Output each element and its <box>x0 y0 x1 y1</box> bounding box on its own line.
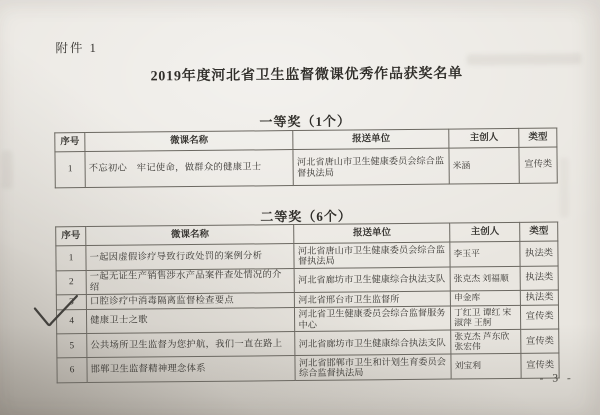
col-header-course-name: 微课名称 <box>86 225 295 246</box>
page-title: 2019年度河北省卫生监督微课优秀作品获奖名单 <box>150 66 464 85</box>
table-row <box>57 353 559 382</box>
unit-cell: 河北省唐山市卫生健康委员会综合监督执法局 <box>294 242 450 268</box>
row-number-cell: 3 <box>56 295 86 310</box>
creator-cell: 刘宝利 <box>451 353 521 378</box>
unit-cell: 河北省唐山市卫生健康委员会综合监督执法局 <box>293 148 449 185</box>
creator-cell: 丁红卫 谭红 宋淑萍 王舸 <box>451 305 521 330</box>
table-row <box>55 147 557 188</box>
type-cell: 宣传类 <box>521 305 559 330</box>
creator-cell: 李玉平 <box>450 241 520 266</box>
course-name-cell: 公共场所卫生监督为您护航，我们一直在路上 <box>87 332 296 358</box>
unit-cell: 河北省廊坊市卫生健康综合执法支队 <box>295 267 451 293</box>
col-header-course-name: 微课名称 <box>85 131 294 152</box>
col-header-unit: 报送单位 <box>294 223 450 243</box>
creator-cell: 申金库 <box>450 291 520 306</box>
col-header-type: 类型 <box>519 128 557 147</box>
type-cell: 执法类 <box>521 290 559 305</box>
type-cell: 宣传类 <box>519 147 557 183</box>
course-name-cell: 一起因虚假诊疗导致行政处罚的案例分析 <box>86 244 295 271</box>
second-prize-table <box>55 222 559 384</box>
type-cell: 宣传类 <box>521 329 559 353</box>
first-prize-table <box>54 128 558 189</box>
type-cell: 宣传类 <box>521 353 559 378</box>
row-number-cell: 6 <box>57 358 87 383</box>
course-name-cell: 不忘初心 牢记使命，做群众的健康卫士 <box>85 150 294 188</box>
creator-cell: 张克杰 芦东欣 张宏伟 <box>451 330 521 354</box>
col-header-type: 类型 <box>520 222 558 241</box>
col-header-index: 序号 <box>55 133 85 152</box>
creator-cell: 米涵 <box>449 147 520 184</box>
first-prize-heading: 一等奖（1个） <box>259 113 351 130</box>
type-cell: 执法类 <box>520 241 558 266</box>
handwritten-checkmark <box>32 293 82 333</box>
second-prize-heading: 二等奖（6个） <box>260 208 352 225</box>
bleedthrough-smudge <box>1 151 12 189</box>
unit-cell: 河北省卫生健康委员会综合监督服务中心 <box>295 306 451 332</box>
attachment-label: 附件 1 <box>55 40 98 56</box>
col-header-creator: 主创人 <box>450 222 520 242</box>
unit-cell: 河北省邢台市卫生监督所 <box>295 291 451 307</box>
unit-cell: 河北省廊坊市卫生健康综合执法支队 <box>295 330 451 355</box>
col-header-unit: 报送单位 <box>293 129 449 149</box>
type-cell: 执法类 <box>520 266 558 291</box>
unit-cell: 河北省邯郸市卫生和计划生育委员会综合监督执法局 <box>295 354 451 380</box>
page-number: - 3 - <box>539 372 574 385</box>
col-header-index: 序号 <box>56 227 86 246</box>
course-name-cell: 邯郸卫生监督精神理念体系 <box>87 356 296 383</box>
row-number-cell: 1 <box>55 152 85 188</box>
course-name-cell: 口腔诊疗中消毒隔离监督检查要点 <box>86 293 294 309</box>
col-header-creator: 主创人 <box>449 128 519 148</box>
course-name-cell: 健康卫士之歌 <box>87 307 296 334</box>
creator-cell: 张克杰 刘福顺 <box>450 266 521 291</box>
row-number-cell: 1 <box>56 246 86 271</box>
course-name-cell: 一起无证生产销售涉水产品案件查处情况的介绍 <box>86 268 295 295</box>
row-number-cell: 2 <box>56 270 86 295</box>
row-number-cell: 5 <box>57 334 87 358</box>
row-number-cell: 4 <box>56 309 86 334</box>
